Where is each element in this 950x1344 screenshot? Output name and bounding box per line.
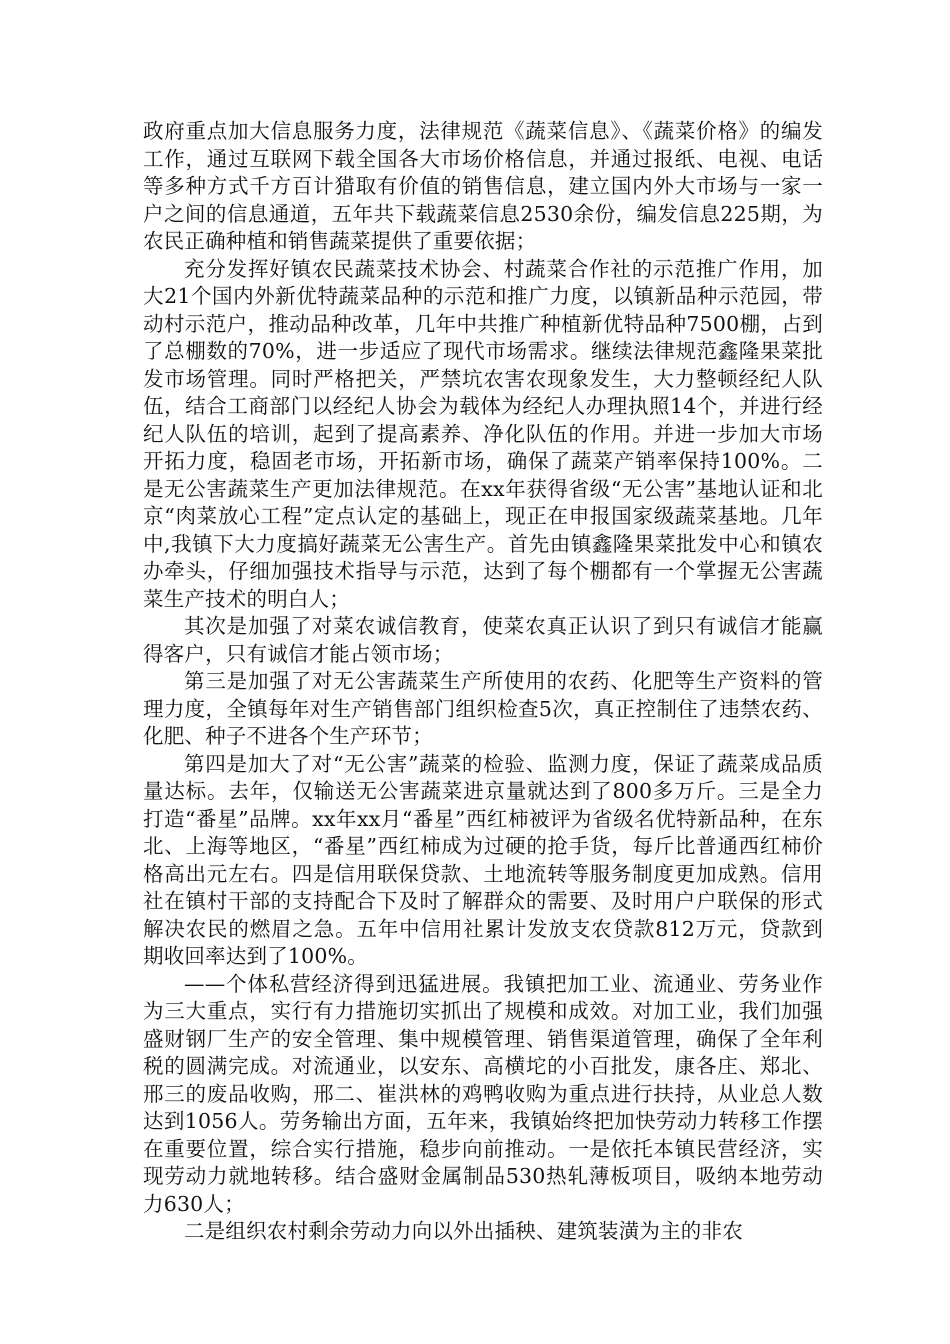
paragraph-4: 第三是加强了对无公害蔬菜生产所使用的农药、化肥等生产资料的管理力度，全镇每年对生产销售部门组织检查5次，真正控制住了违禁农药、化肥、种子不进各个生产环节； bbox=[143, 669, 823, 748]
paragraph-7: 二是组织农村剩余劳动力向以外出插秧、建筑装潢为主的非农 bbox=[184, 1219, 743, 1243]
paragraph-1: 政府重点加大信息服务力度，法律规范《蔬菜信息》、《蔬菜价格》的编发工作，通过互联网下载全国各大市场价格信息，并通过报纸、电视、电话等多种方式千方百计猎取有价值的销售信息，建立国内外大市场与一家一户之间的信息通道，五年共下载蔬菜信息2530余份，编发信息225期，为农民正确种植和销售蔬菜提供了重要依据； bbox=[143, 119, 823, 253]
paragraph-6: ——个体私营经济得到迅猛进展。我镇把加工业、流通业、劳务业作为三大重点，实行有力措施切实抓出了规模和成效。对加工业，我们加强盛财钢厂生产的安全管理、集中规模管理、销售渠道管理，确保了全年利税的圆满完成。对流通业，以安东、高横坨的小百批发，康各庄、郑北、邢三的废品收购，邢二、崔洪林的鸡鸭收购为重点进行扶持，从业总人数达到1056人。劳务输出方面，五年来，我镇始终把加快劳动力转移工作摆在重要位置，综合实行措施，稳步向前推动。一是依托本镇民营经济，实现劳动力就地转移。结合盛财金属制品530热轧薄板项目，吸纳本地劳动力630人； bbox=[143, 971, 823, 1216]
paragraph-3: 其次是加强了对菜农诚信教育，使菜农真正认识了到只有诚信才能赢得客户，只有诚信才能占领市场； bbox=[143, 614, 823, 666]
document-body bbox=[143, 118, 823, 1246]
paragraph-2: 充分发挥好镇农民蔬菜技术协会、村蔬菜合作社的示范推广作用，加大21个国内外新优特蔬菜品种的示范和推广力度，以镇新品种示范园，带动村示范户，推动品种改革，几年中共推广种植新优特品种7500棚，占到了总棚数的70%，进一步适应了现代市场需求。继续法律规范鑫隆果菜批发市场管理。同时严格把关，严禁坑农害农现象发生，大力整顿经纪人队伍，结合工商部门以经纪人协会为载体为经纪人办理执照14个，并进行经纪人队伍的培训，起到了提高素养、净化队伍的作用。并进一步加大市场开拓力度，稳固老市场，开拓新市场，确保了蔬菜产销率保持100%。二是无公害蔬菜生产更加法律规范。在xx年获得省级“无公害”基地认证和北京“肉菜放心工程”定点认定的基础上，现正在申报国家级蔬菜基地。几年中,我镇下大力度搞好蔬菜无公害生产。首先由镇鑫隆果菜批发中心和镇农办牵头，仔细加强技术指导与示范，达到了每个棚都有一个掌握无公害蔬菜生产技术的明白人； bbox=[143, 256, 823, 611]
paragraph-5: 第四是加大了对“无公害”蔬菜的检验、监测力度，保证了蔬菜成品质量达标。去年，仅输送无公害蔬菜进京量就达到了800多万斤。三是全力打造“番星”品牌。xx年xx月“番星”西红柿被评为省级名优特新品种，在东北、上海等地区，“番星”西红柿成为过硬的抢手货，每斤比普通西红柿价格高出元左右。四是信用联保贷款、土地流转等服务制度更加成熟。信用社在镇村干部的支持配合下及时了解群众的需要、及时用户户联保的形式解决农民的燃眉之急。五年中信用社累计发放支农贷款812万元，贷款到期收回率达到了100%。 bbox=[143, 751, 823, 968]
